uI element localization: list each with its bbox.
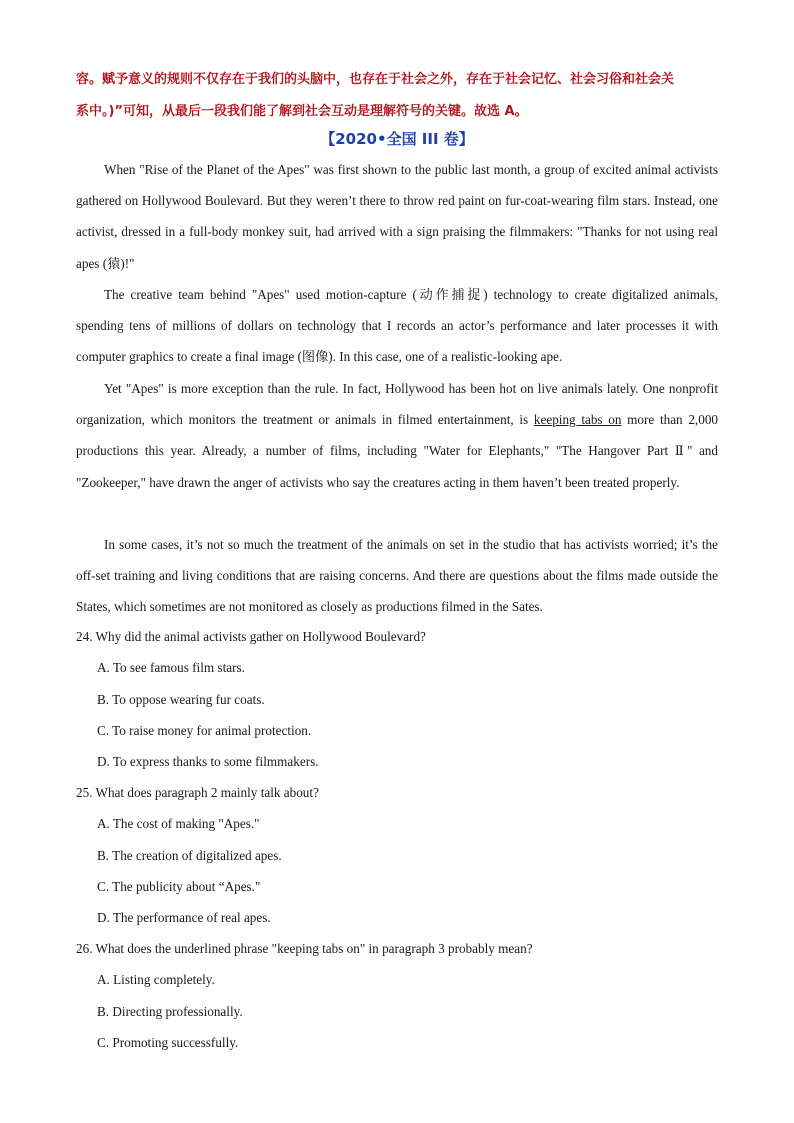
- question-26-stem: 26. What does the underlined phrase "keeping tabs on" in paragraph 3 probably mean?: [76, 941, 533, 956]
- question-24-option-d: D. To express thanks to some filmmakers.: [97, 754, 319, 769]
- question-24-option-b: B. To oppose wearing fur coats.: [97, 692, 265, 707]
- section-heading: 【2020•全国 III 卷】: [320, 130, 474, 148]
- paragraph-2-text: The creative team behind "Apes" used motion-capture (动作捕捉) technology to create digitalized animals, spending tens of millions of dollars on technology that I records an actor’s performance and later processes it with computer graphics to create a final image (图像). In this case, one of a realistic-looking ape.: [76, 287, 718, 365]
- underlined-phrase: keeping tabs on: [533, 412, 622, 428]
- question-26-option-c: C. Promoting successfully.: [97, 1035, 239, 1050]
- question-25-stem: 25. What does paragraph 2 mainly talk about?: [76, 785, 319, 800]
- question-25-option-b: B. The creation of digitalized apes.: [97, 848, 282, 863]
- question-25-option-a: A. The cost of making "Apes.": [97, 816, 260, 831]
- paragraph-1-text: When "Rise of the Planet of the Apes" was first shown to the public last month, a group of excited animal activists gathered on Hollywood Boulevard. But they weren’t there to throw red paint on fur-coat-wearing film stars. Instead, one activist, dressed in a full-body monkey suit, had arrived with a sign praising the filmmakers: "Thanks for not using real apes (猿)!": [76, 162, 718, 271]
- passage-paragraph-3: [76, 373, 718, 498]
- paragraph-3-text-before: Yet "Apes" is more exception than the rule. In fact, Hollywood has been hot on live animals lately. One nonprofit organization, which monitors the treatment or animals in filmed entertainment, is: [76, 381, 718, 428]
- question-25-option-c: C. The publicity about “Apes.": [97, 879, 261, 894]
- passage-paragraph-2: [76, 279, 718, 373]
- question-25-option-d: D. The performance of real apes.: [97, 910, 271, 925]
- paragraph-3-text-after: more than 2,000 productions this year. Already, a number of films, including "Water for Elephants," "The Hangover Part Ⅱ" and "Zookeeper," have drawn the anger of activists who say the creatures acting in them haven’t been treated properly.: [76, 412, 719, 490]
- question-24-option-a: A. To see famous film stars.: [97, 660, 245, 675]
- question-26-option-a: A. Listing completely.: [97, 972, 215, 987]
- passage-paragraph-1: [76, 154, 718, 279]
- question-24-option-c: C. To raise money for animal protection.: [97, 723, 312, 738]
- answer-explanation-line-1: 容。赋予意义的规则不仅存在于我们的头脑中，也存在于社会之外，存在于社会记忆、社会习俗和社会关: [76, 72, 675, 87]
- passage-paragraph-4: [76, 529, 718, 623]
- question-26-option-b: B. Directing professionally.: [97, 1004, 243, 1019]
- question-24-stem: 24. Why did the animal activists gather on Hollywood Boulevard?: [76, 629, 426, 644]
- paragraph-4-text: In some cases, it’s not so much the treatment of the animals on set in the studio that has activists worried; it’s the off-set training and living conditions that are raising concerns. And there are questions about the films made outside the States, which sometimes are not monitored as closely as productions filmed in the Sates.: [76, 537, 718, 615]
- answer-explanation-line-2: 系中。)”可知，从最后一段我们能了解到社会互动是理解符号的关键。故选 A。: [76, 104, 528, 119]
